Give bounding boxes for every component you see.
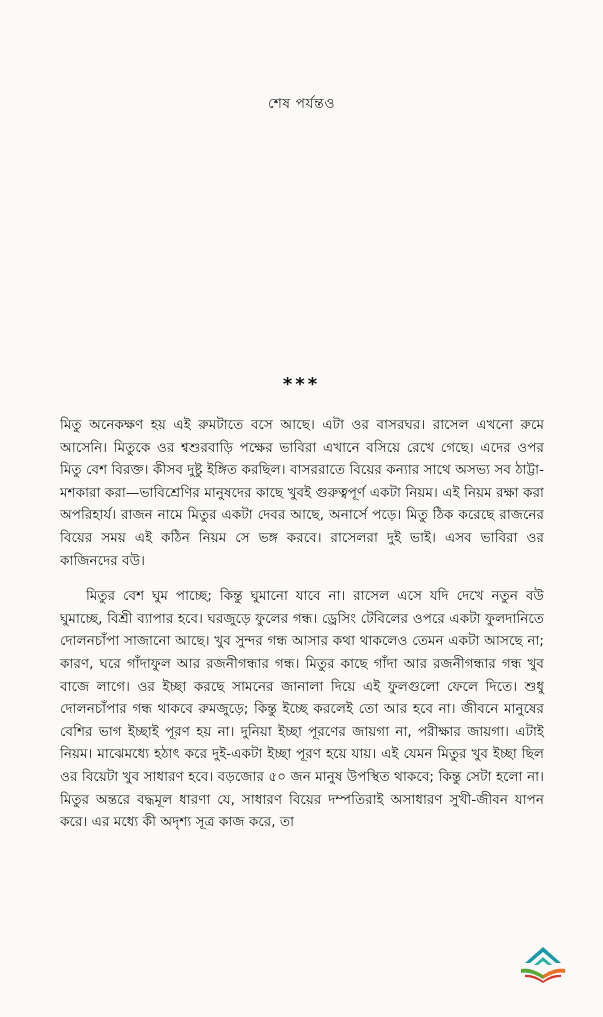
- section-separator: ***: [282, 374, 321, 395]
- body-text: [60, 414, 544, 834]
- logo-roof-inner: [534, 957, 552, 965]
- paragraph-1: মিতু অনেকক্ষণ হয় এই রুমটাতে বসে আছে। এটা ওর বাসরঘর। রাসেল এখনো রুমে আসেনি। মিতুকে ওর শ্বশুরবাড়ি পক্ষের ভাবিরা এখানে বসিয়ে রেখে গেছে। এদের ওপর মিতু বেশ বিরক্ত। কীসব দুষ্টু ইঙ্গিত করছিল। বাসররাতে বিয়ের কন্যার সাথে অসভ্য সব ঠাট্টা-মশকারা করা—ভাবিশ্রেণির মানুষদের কাছে খুবই গুরুত্বপূর্ণ একটা নিয়ম। এই নিয়ম রক্ষা করা অপরিহার্য। রাজন নামে মিতুর একটা দেবর আছে, অনার্সে পড়ে। মিতু ঠিক করেছে রাজনের বিয়ের সময় এই কঠিন নিয়ম সে ভঙ্গ করবে। রাসেলরা দুই ভাই। এসব ভাবিরা ওর কাজিনদের বউ।: [60, 417, 544, 569]
- running-title: শেষ পর্যন্তও: [267, 96, 336, 112]
- publisher-logo-icon: [517, 941, 569, 985]
- paragraph-2: মিতুর বেশ ঘুম পাচ্ছে; কিন্তু ঘুমানো যাবে না। রাসেল এসে যদি দেখে নতুন বউ ঘুমাচ্ছে, বিশ্রী ব্যাপার হবে। ঘরজুড়ে ফুলের গন্ধ। ড্রেসিং টেবিলের ওপরে একটা ফুলদানিতে দোলনচাঁপা সাজানো আছে। খুব সুন্দর গন্ধ আসার কথা থাকলেও তেমন একটা আসছে না; কারণ, ঘরে গাঁদাফুল আর রজনীগন্ধার গন্ধ। মিতুর কাছে গাঁদা আর রজনীগন্ধার গন্ধ খুব বাজে লাগে। ওর ইচ্ছা করছে সামনের জানালা দিয়ে এই ফুলগুলো ফেলে দিতে। শুধু দোলনচাঁপার গন্ধ থাকবে রুমজুড়ে; কিন্তু ইচ্ছে করলেই তো আর হবে না। জীবনে মানুষের বেশির ভাগ ইচ্ছাই পূরণ হয় না। দুনিয়া ইচ্ছা পূরণের জায়গা না, পরীক্ষার জায়গা। এটাই নিয়ম। মাঝেমধ্যে হঠাৎ করে দুই-একটা ইচ্ছা পূরণ হয়ে যায়। এই যেমন মিতুর খুব ইচ্ছা ছিল ওর বিয়েটা খুব সাধারণ হবে। বড়জোর ৫০ জন মানুষ উপস্থিত থাকবে; কিন্তু সেটা হলো না। মিতুর অন্তরে বদ্ধমূল ধারণা যে, সাধারণ বিয়ের দম্পতিরাই অসাধারণ সুখী-জীবন যাপন করে। এর মধ্যে কী অদৃশ্য সূত্র কাজ করে, তা: [60, 588, 544, 831]
